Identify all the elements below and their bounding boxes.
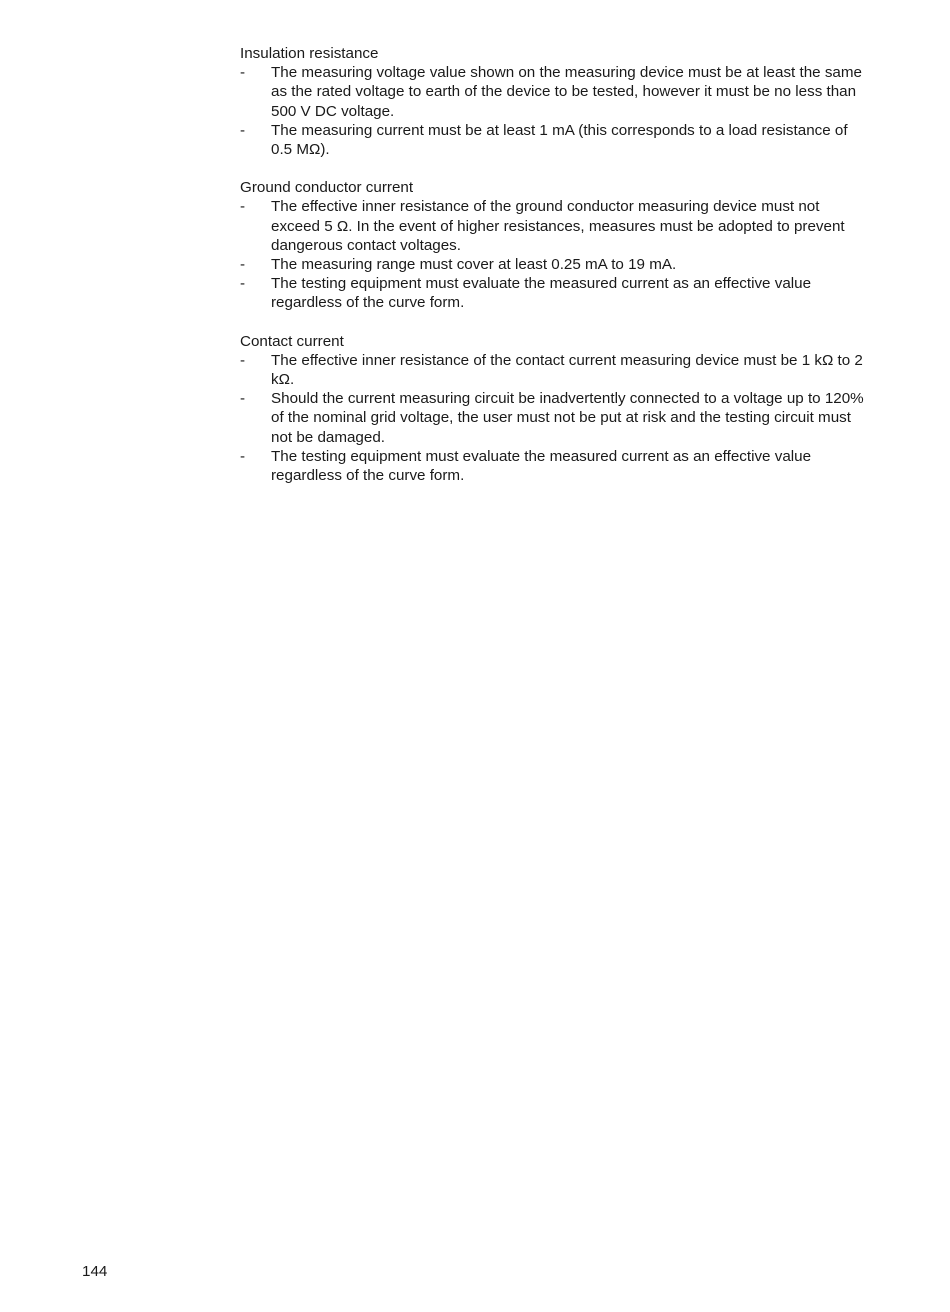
list-item-text: The measuring range must cover at least 0.25 mA to 19 mA. <box>271 256 677 274</box>
bullet-dash: - <box>240 447 246 465</box>
section-ground-conductor-current <box>240 178 872 312</box>
section-title: Ground conductor current <box>240 179 414 197</box>
bullet-dash: - <box>240 390 246 408</box>
list-item <box>240 447 872 485</box>
list-item-text: The measuring current must be at least 1 mA (this corresponds to a load resistance of 0.5 MΩ). <box>271 121 848 159</box>
section-title: Contact current <box>240 332 344 350</box>
bullet-dash: - <box>240 198 246 216</box>
list-item <box>240 389 872 447</box>
bullet-dash: - <box>240 121 246 139</box>
list-item <box>240 351 872 389</box>
bullet-dash: - <box>240 64 246 82</box>
page-content <box>240 44 872 504</box>
section-title: Insulation resistance <box>240 45 379 62</box>
bullet-dash: - <box>240 351 246 369</box>
list-item-text: Should the current measuring circuit be inadvertently connected to a voltage up to 120% of the nominal grid voltage, the user must not be put at risk and the testing circuit must not be damaged. <box>271 390 864 446</box>
list-item-text: The measuring voltage value shown on the measuring device must be at least the same as the rated voltage to earth of the device to be tested, however it must be no less than 500 V DC voltage. <box>271 64 862 120</box>
bullet-dash: - <box>240 256 246 274</box>
list-item-text: The testing equipment must evaluate the measured current as an effective value regardless of the curve form. <box>271 447 812 485</box>
list-item-text: The effective inner resistance of the contact current measuring device must be 1 kΩ to 2 kΩ. <box>271 351 863 389</box>
list-item <box>240 63 872 121</box>
list-item <box>240 121 872 159</box>
list-item <box>240 197 872 255</box>
section-insulation-resistance <box>240 44 872 159</box>
page-number: 144 <box>82 1263 108 1280</box>
bullet-list <box>240 351 872 485</box>
bullet-list <box>240 63 872 159</box>
bullet-dash: - <box>240 275 246 293</box>
list-item <box>240 274 872 312</box>
list-item <box>240 255 872 274</box>
list-item-text: The effective inner resistance of the ground conductor measuring device must not exceed 5 Ω. In the event of higher resistances, measures must be adopted to prevent dangerous contact voltages. <box>271 198 845 254</box>
bullet-list <box>240 197 872 312</box>
list-item-text: The testing equipment must evaluate the measured current as an effective value regardless of the curve form. <box>271 275 812 312</box>
section-contact-current <box>240 332 872 486</box>
